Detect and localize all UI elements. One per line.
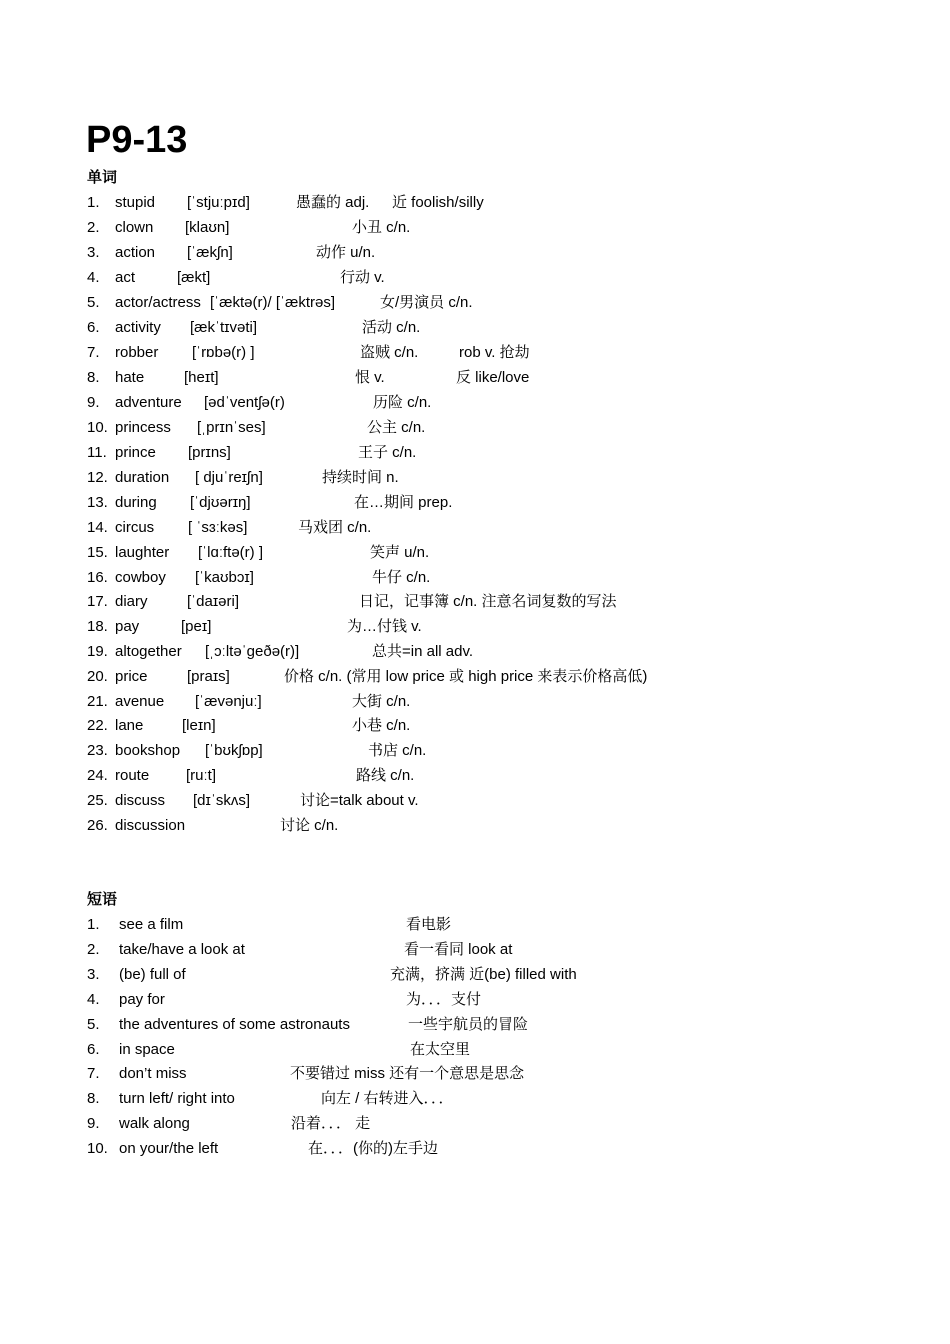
vocab-row — [0, 193, 950, 218]
vocab-row — [0, 518, 950, 543]
vocab-word: actor/actress — [115, 294, 201, 311]
vocab-phonetic: [ˈstjuːpɪd] — [187, 194, 250, 211]
phrase-meaning: 在太空里 — [410, 1041, 471, 1058]
vocab-meaning: 路线 c/n. — [356, 767, 415, 784]
vocab-meaning: 小巷 c/n. — [352, 717, 411, 734]
vocab-row — [0, 293, 950, 318]
vocab-number: 20. — [87, 668, 108, 685]
vocab-number: 9. — [87, 394, 100, 411]
vocab-row — [0, 368, 950, 393]
phrase-text: turn left/ right into — [119, 1090, 235, 1107]
vocab-number: 23. — [87, 742, 108, 759]
phrase-row — [0, 915, 950, 940]
vocab-row — [0, 468, 950, 493]
vocab-word: pay — [115, 618, 140, 635]
vocab-phonetic: [ˈæktə(r)/ [ˈæktrəs] — [210, 294, 336, 311]
vocab-phonetic: [ djuˈreɪʃn] — [195, 469, 263, 486]
phrase-text: take/have a look at — [119, 941, 245, 958]
vocab-word: activity — [115, 319, 161, 336]
vocab-meaning: 恨 v. — [355, 369, 385, 386]
vocab-phonetic: [ˌprɪnˈses] — [197, 419, 266, 436]
phrase-meaning: 向左 / 右转进入．．． — [321, 1090, 454, 1107]
vocab-word: price — [115, 668, 148, 685]
phrase-row — [0, 965, 950, 990]
phrase-row — [0, 1089, 950, 1114]
vocab-row — [0, 493, 950, 518]
vocab-row — [0, 642, 950, 667]
vocab-meaning: 马戏团 c/n. — [298, 519, 372, 536]
vocab-row — [0, 592, 950, 617]
phrase-row — [0, 1015, 950, 1040]
vocab-word: princess — [115, 419, 171, 436]
page-title: P9-13 — [86, 119, 188, 161]
vocab-meaning: 在…期间 prep. — [354, 494, 453, 511]
phrase-row — [0, 1040, 950, 1065]
vocab-phonetic: [ˈrɒbə(r) ] — [192, 344, 255, 361]
vocab-word: clown — [115, 219, 154, 236]
vocab-phonetic: [peɪ] — [181, 618, 212, 635]
vocab-phonetic: [ədˈventʃə(r) — [204, 394, 285, 411]
vocab-number: 22. — [87, 717, 108, 734]
vocab-meaning: 行动 v. — [340, 269, 385, 286]
vocab-number: 1. — [87, 194, 100, 211]
phrase-text: the adventures of some astronauts — [119, 1016, 350, 1033]
vocab-word: act — [115, 269, 136, 286]
phrase-text: in space — [119, 1041, 175, 1058]
phrase-number: 7. — [87, 1065, 100, 1082]
phrase-row — [0, 940, 950, 965]
vocab-number: 26. — [87, 817, 108, 834]
vocab-heading: 单词 — [87, 169, 118, 186]
vocab-number: 21. — [87, 693, 108, 710]
vocab-note: 反 like/love — [456, 369, 530, 386]
vocab-phonetic: [ ˈsɜːkəs] — [188, 519, 248, 536]
vocab-number: 11. — [87, 444, 107, 461]
vocab-number: 10. — [87, 419, 108, 436]
vocab-word: prince — [115, 444, 156, 461]
vocab-phonetic: [heɪt] — [184, 369, 219, 386]
vocab-row — [0, 617, 950, 642]
vocab-row — [0, 268, 950, 293]
vocab-meaning: 盗贼 c/n. — [360, 344, 419, 361]
vocab-meaning: 历险 c/n. — [373, 394, 432, 411]
vocab-row — [0, 766, 950, 791]
vocab-word: cowboy — [115, 569, 166, 586]
vocab-row — [0, 543, 950, 568]
phrase-number: 4. — [87, 991, 100, 1008]
vocab-word: robber — [115, 344, 159, 361]
vocab-word: lane — [115, 717, 144, 734]
vocab-row — [0, 243, 950, 268]
vocab-meaning: 活动 c/n. — [362, 319, 421, 336]
vocab-phonetic: [ˌɔːltəˈgeðə(r)] — [205, 643, 300, 660]
vocab-phonetic: [ruːt] — [186, 767, 217, 784]
vocab-meaning: 公主 c/n. — [367, 419, 426, 436]
vocab-number: 13. — [87, 494, 108, 511]
vocab-number: 16. — [87, 569, 108, 586]
phrase-row — [0, 1114, 950, 1139]
vocab-phonetic: [ækˈtɪvəti] — [190, 319, 258, 336]
vocab-phonetic: [ˈlɑːftə(r) ] — [198, 544, 264, 561]
vocab-word: diary — [115, 593, 148, 610]
vocab-phonetic: [ækt] — [177, 269, 211, 286]
vocab-word: avenue — [115, 693, 165, 710]
phrase-text: don’t miss — [119, 1065, 187, 1082]
vocab-number: 5. — [87, 294, 100, 311]
vocab-word: stupid — [115, 194, 156, 211]
vocab-meaning: 动作 u/n. — [316, 244, 376, 261]
vocab-row — [0, 418, 950, 443]
phrase-text: pay for — [119, 991, 165, 1008]
vocab-meaning: 总共=in all adv. — [372, 643, 474, 660]
vocab-number: 7. — [87, 344, 100, 361]
phrase-text: on your/the left — [119, 1140, 219, 1157]
vocab-number: 24. — [87, 767, 108, 784]
phrase-text: see a film — [119, 916, 184, 933]
vocab-meaning: 书店 c/n. — [368, 742, 427, 759]
vocab-phonetic: [klaʊn] — [185, 219, 230, 236]
vocab-row — [0, 692, 950, 717]
vocab-phonetic: [prɪns] — [188, 444, 231, 461]
phrase-row — [0, 1139, 950, 1164]
vocab-phonetic: [leɪn] — [182, 717, 216, 734]
vocab-meaning: 日记，记事簿 c/n. 注意名词复数的写法 — [359, 593, 617, 610]
phrase-text: (be) full of — [119, 966, 186, 983]
vocab-number: 6. — [87, 319, 100, 336]
vocab-meaning: 大街 c/n. — [352, 693, 411, 710]
vocab-row — [0, 816, 950, 841]
phrase-meaning: 为．．．支付 — [406, 991, 482, 1008]
phrase-number: 3. — [87, 966, 100, 983]
vocab-phonetic: [ˈækʃn] — [187, 244, 233, 261]
vocab-phonetic: [praɪs] — [187, 668, 230, 685]
vocab-word: during — [115, 494, 157, 511]
vocab-meaning: 王子 c/n. — [358, 444, 417, 461]
phrase-row — [0, 990, 950, 1015]
vocab-number: 19. — [87, 643, 108, 660]
vocab-word: circus — [115, 519, 155, 536]
phrase-heading: 短语 — [87, 891, 118, 908]
vocab-number: 8. — [87, 369, 100, 386]
vocab-phonetic: [ˈdjʊərɪŋ] — [190, 494, 251, 511]
vocab-meaning: 牛仔 c/n. — [372, 569, 431, 586]
vocab-word: discussion — [115, 817, 186, 834]
vocab-phonetic: [dɪˈskʌs] — [193, 792, 251, 809]
phrase-meaning: 沿着．．． 走 — [291, 1115, 371, 1132]
vocab-row — [0, 393, 950, 418]
vocab-meaning: 愚蠢的 adj. — [296, 194, 370, 211]
vocab-number: 14. — [87, 519, 108, 536]
phrase-number: 10. — [87, 1140, 108, 1157]
vocab-note: rob v. 抢劫 — [459, 344, 530, 361]
vocab-word: laughter — [115, 544, 170, 561]
vocab-word: action — [115, 244, 156, 261]
vocab-word: adventure — [115, 394, 182, 411]
vocab-phonetic: [ˈbʊkʃɒp] — [205, 742, 263, 759]
vocab-word: discuss — [115, 792, 166, 809]
phrase-meaning: 不要错过 miss 还有一个意思是思念 — [290, 1065, 525, 1082]
phrase-number: 1. — [87, 916, 100, 933]
vocab-number: 12. — [87, 469, 108, 486]
vocab-meaning: 为…付钱 v. — [347, 618, 422, 635]
vocab-number: 2. — [87, 219, 100, 236]
vocab-row — [0, 318, 950, 343]
vocab-number: 4. — [87, 269, 100, 286]
vocab-meaning: 笑声 u/n. — [370, 544, 430, 561]
phrase-row — [0, 1064, 950, 1089]
vocab-row — [0, 716, 950, 741]
vocab-word: bookshop — [115, 742, 181, 759]
phrase-number: 5. — [87, 1016, 100, 1033]
vocab-meaning: 持续时间 n. — [322, 469, 399, 486]
phrase-meaning: 在．．．(你的)左手边 — [308, 1140, 438, 1157]
vocab-meaning: 女/男演员 c/n. — [380, 294, 473, 311]
phrase-number: 8. — [87, 1090, 100, 1107]
vocab-note: 近 foolish/silly — [392, 194, 484, 211]
vocab-row — [0, 218, 950, 243]
vocab-row — [0, 741, 950, 766]
vocab-phonetic: [ˈkaʊbɔɪ] — [195, 569, 254, 586]
vocab-row — [0, 667, 950, 692]
phrase-meaning: 看一看同 look at — [404, 941, 513, 958]
vocab-row — [0, 343, 950, 368]
phrase-meaning: 充满，挤满 近(be) filled with — [390, 966, 577, 983]
vocab-number: 25. — [87, 792, 108, 809]
vocab-number: 3. — [87, 244, 100, 261]
vocab-meaning: 小丑 c/n. — [352, 219, 411, 236]
vocab-number: 15. — [87, 544, 108, 561]
vocab-meaning: 讨论=talk about v. — [300, 792, 419, 809]
vocab-row — [0, 568, 950, 593]
vocab-meaning: 价格 c/n. (常用 low price 或 high price 来表示价格高低) — [284, 668, 648, 685]
vocab-word: duration — [115, 469, 170, 486]
phrase-meaning: 一些宇航员的冒险 — [408, 1016, 529, 1033]
phrase-number: 9. — [87, 1115, 100, 1132]
vocab-number: 17. — [87, 593, 108, 610]
vocab-number: 18. — [87, 618, 108, 635]
phrase-meaning: 看电影 — [406, 916, 452, 933]
phrase-text: walk along — [119, 1115, 190, 1132]
vocab-row — [0, 443, 950, 468]
phrase-number: 2. — [87, 941, 100, 958]
phrase-number: 6. — [87, 1041, 100, 1058]
vocab-word: route — [115, 767, 150, 784]
vocab-word: altogether — [115, 643, 182, 660]
vocab-phonetic: [ˈævənjuː] — [195, 693, 262, 710]
vocab-row — [0, 791, 950, 816]
vocab-meaning: 讨论 c/n. — [280, 817, 339, 834]
vocab-word: hate — [115, 369, 145, 386]
vocab-phonetic: [ˈdaɪəri] — [187, 593, 240, 610]
